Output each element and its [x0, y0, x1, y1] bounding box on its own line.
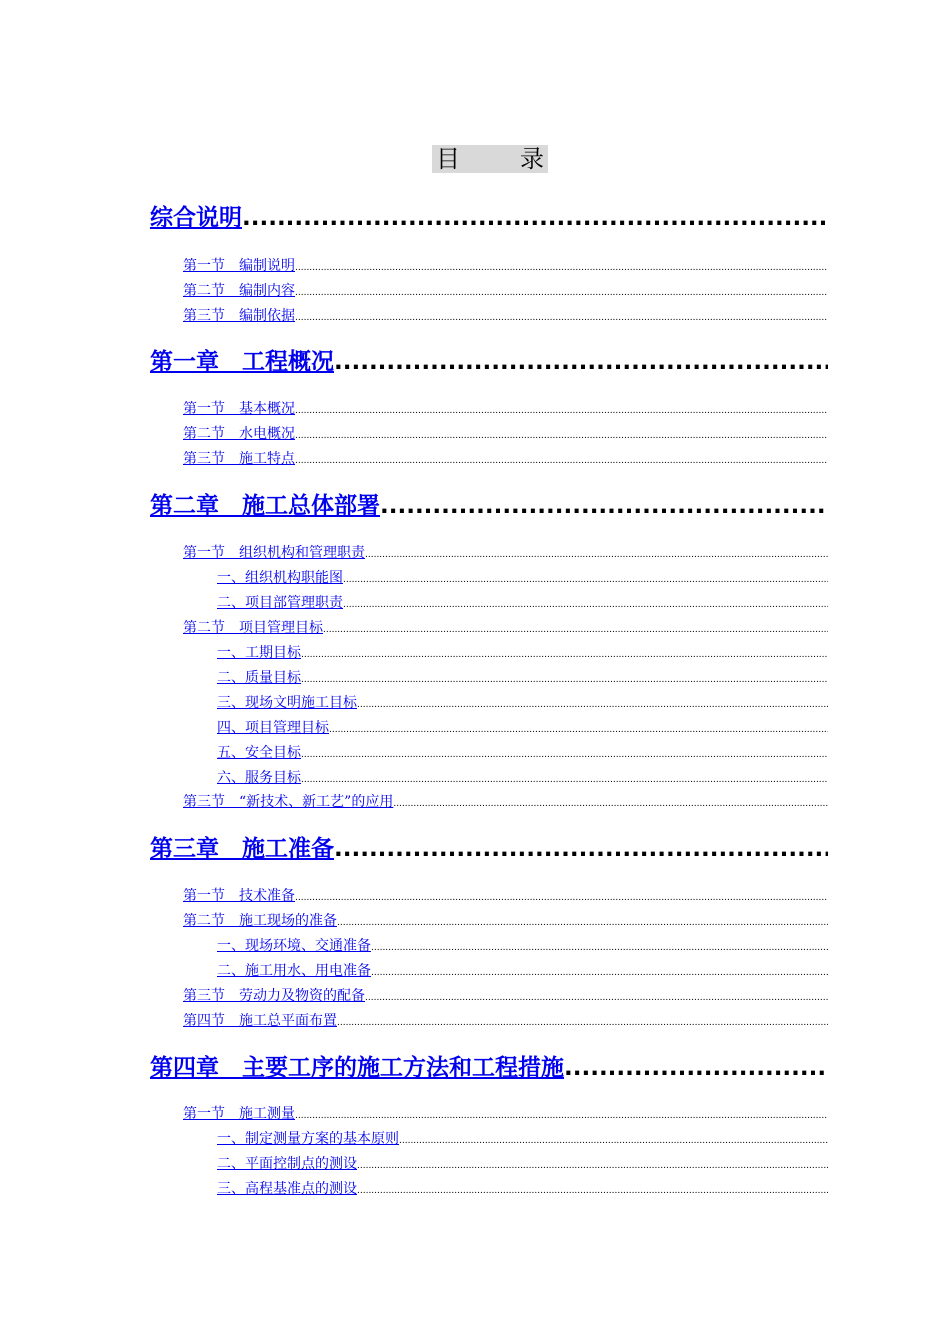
toc-entry-sub[interactable]: [217, 768, 828, 788]
toc-entry-link[interactable]: 二、平面控制点的测设: [217, 1156, 357, 1172]
toc-entry-link[interactable]: 三、高程基准点的测设: [217, 1181, 357, 1197]
toc-entry-sub[interactable]: [217, 643, 828, 663]
toc-entry-link[interactable]: 第一节 组织机构和管理职责: [183, 545, 365, 561]
toc-entry-link[interactable]: 二、质量目标: [217, 670, 301, 686]
toc-dot-leader: [295, 283, 828, 301]
toc-entry-sub[interactable]: [217, 1154, 828, 1174]
toc-dot-leader: [301, 670, 828, 688]
toc-entry-link[interactable]: 二、项目部管理职责: [217, 595, 343, 611]
toc-entry-section[interactable]: [183, 1104, 828, 1124]
toc-dot-leader: [295, 1106, 828, 1124]
toc-dot-leader: [295, 308, 828, 326]
toc-entry-link[interactable]: 第一节 基本概况: [183, 401, 295, 417]
toc-dot-leader: [337, 1013, 828, 1031]
toc-entry-section[interactable]: [183, 399, 828, 419]
toc-dot-leader: [380, 488, 828, 524]
toc-entry-sub[interactable]: [217, 568, 828, 588]
toc-dot-leader: [242, 200, 828, 236]
toc-dot-leader: [329, 720, 828, 738]
toc-entry-chapter[interactable]: [150, 831, 828, 867]
toc-entry-chapter[interactable]: [150, 344, 828, 380]
toc-entry-link[interactable]: 第二节 施工现场的准备: [183, 913, 337, 929]
toc-dot-leader: [357, 1156, 828, 1174]
toc-dot-leader: [357, 695, 828, 713]
toc-dot-leader: [295, 426, 828, 444]
toc-title-right: 录: [520, 145, 544, 173]
toc-entry-link[interactable]: 六、服务目标: [217, 770, 301, 786]
toc-entry-sub[interactable]: [217, 1179, 828, 1199]
toc-entry-link[interactable]: 第三节 施工特点: [183, 451, 295, 467]
toc-dot-leader: [301, 645, 828, 663]
toc-entry-link[interactable]: 一、现场环境、交通准备: [217, 938, 371, 954]
toc-entry-link[interactable]: 第四章 主要工序的施工方法和工程措施: [150, 1055, 564, 1081]
toc-entry-sub[interactable]: [217, 693, 828, 713]
toc-entry-section[interactable]: [183, 543, 828, 563]
toc-entry-sub[interactable]: [217, 961, 828, 981]
toc-entry-link[interactable]: 综合说明: [150, 205, 242, 231]
toc-entry-link[interactable]: 第一节 技术准备: [183, 888, 295, 904]
toc-entry-sub[interactable]: [217, 668, 828, 688]
toc-dot-leader: [343, 595, 828, 613]
toc-entry-link[interactable]: 第一节 编制说明: [183, 258, 295, 274]
toc-entry-sub[interactable]: [217, 743, 828, 763]
toc-entry-section[interactable]: [183, 281, 828, 301]
toc-entry-chapter[interactable]: [150, 488, 828, 524]
toc-dot-leader: [301, 745, 828, 763]
toc-entry-link[interactable]: 一、组织机构职能图: [217, 570, 343, 586]
toc-entry-sub[interactable]: [217, 1129, 828, 1149]
toc-entry-link[interactable]: 第二节 水电概况: [183, 426, 295, 442]
toc-dot-leader: [295, 888, 828, 906]
toc-entry-chapter[interactable]: [150, 1050, 828, 1086]
toc-entry-link[interactable]: 第四节 施工总平面布置: [183, 1013, 337, 1029]
toc-entry-link[interactable]: 第三章 施工准备: [150, 836, 334, 862]
toc-dot-leader: [399, 1131, 828, 1149]
toc-entry-link[interactable]: 第三节 “新技术、新工艺”的应用: [183, 794, 394, 810]
toc-entry-link[interactable]: 第二章 施工总体部署: [150, 493, 380, 519]
toc-entry-section[interactable]: [183, 306, 828, 326]
toc-entry-link[interactable]: 三、现场文明施工目标: [217, 695, 357, 711]
toc-entry-section[interactable]: [183, 449, 828, 469]
toc-title: [432, 145, 548, 173]
toc-entry-link[interactable]: 第三节 劳动力及物资的配备: [183, 988, 365, 1004]
toc-dot-leader: [301, 770, 828, 788]
toc-dot-leader: [295, 451, 828, 469]
toc-entry-link[interactable]: 第二节 项目管理目标: [183, 620, 323, 636]
toc-dot-leader: [295, 258, 828, 276]
toc-entry-link[interactable]: 四、项目管理目标: [217, 720, 329, 736]
toc-entry-link[interactable]: 一、制定测量方案的基本原则: [217, 1131, 399, 1147]
toc-entry-link[interactable]: 第三节 编制依据: [183, 308, 295, 324]
toc-entry-sub[interactable]: [217, 593, 828, 613]
toc-entry-sub[interactable]: [217, 718, 828, 738]
toc-entry-link[interactable]: 第二节 编制内容: [183, 283, 295, 299]
toc-dot-leader: [357, 1181, 828, 1199]
toc-dot-leader: [365, 545, 828, 563]
toc-dot-leader: [337, 913, 828, 931]
toc-dot-leader: [371, 963, 828, 981]
toc-dot-leader: [393, 794, 828, 812]
toc-entry-link[interactable]: 一、工期目标: [217, 645, 301, 661]
toc-entry-link[interactable]: 五、安全目标: [217, 745, 301, 761]
toc-entry-chapter[interactable]: [150, 200, 828, 236]
toc-entry-section[interactable]: [183, 256, 828, 276]
toc-entry-link[interactable]: 二、施工用水、用电准备: [217, 963, 371, 979]
toc-title-left: 目: [436, 145, 460, 173]
toc-entry-section[interactable]: [183, 618, 828, 638]
toc-dot-leader: [334, 344, 828, 380]
toc-entry-section[interactable]: [183, 886, 828, 906]
toc-entry-section[interactable]: [183, 986, 828, 1006]
toc-dot-leader: [371, 938, 828, 956]
toc-dot-leader: [365, 988, 828, 1006]
toc-entry-section[interactable]: [183, 911, 828, 931]
toc-dot-leader: [343, 570, 828, 588]
toc-entry-link[interactable]: 第一章 工程概况: [150, 349, 334, 375]
toc-entry-section[interactable]: [183, 792, 828, 812]
toc-entry-link[interactable]: 第一节 施工测量: [183, 1106, 295, 1122]
toc-entry-section[interactable]: [183, 424, 828, 444]
toc-dot-leader: [334, 831, 828, 867]
toc-dot-leader: [295, 401, 828, 419]
toc-dot-leader: [323, 620, 828, 638]
toc-dot-leader: [564, 1050, 828, 1086]
toc-entry-sub[interactable]: [217, 936, 828, 956]
toc-entry-section[interactable]: [183, 1011, 828, 1031]
